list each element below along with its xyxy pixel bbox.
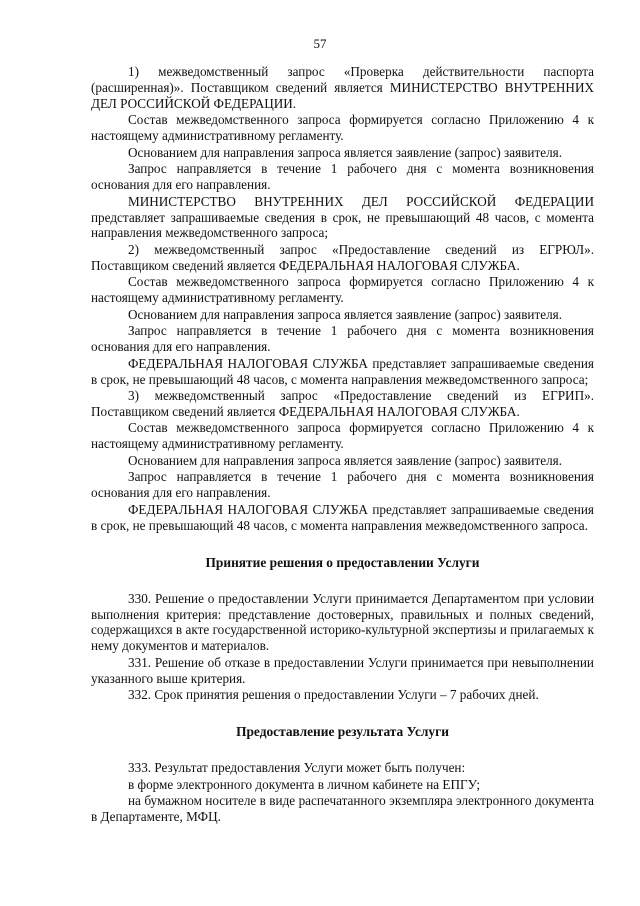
paragraph-response: МИНИСТЕРСТВО ВНУТРЕННИХ ДЕЛ РОССИЙСКОЙ ФЕДЕРАЦИИ представляет запрашиваемые сведения в срок, не превышающий 48 часов, с момента направления межведомственного запроса; — [91, 193, 594, 241]
paragraph-deadline: Запрос направляется в течение 1 рабочего дня с момента возникновения основания для его направления. — [91, 469, 594, 501]
paragraph-response: ФЕДЕРАЛЬНАЯ НАЛОГОВАЯ СЛУЖБА представляет запрашиваемые сведения в срок, не превышающий 48 часов, с момента направления межведомственного запроса; — [91, 355, 594, 387]
paragraph-331: 331. Решение об отказе в предоставлении Услуги принимается при невыполнении указанного выше критерия. — [91, 654, 594, 686]
document-body — [91, 64, 594, 825]
paragraph-request-1: 1) межведомственный запрос «Проверка действительности паспорта (расширенная)». Поставщиком сведений является МИНИСТЕРСТВО ВНУТРЕННИХ ДЕЛ РОССИЙСКОЙ ФЕДЕРАЦИИ. — [91, 64, 594, 111]
paragraph-electronic-form: в форме электронного документа в личном кабинете на ЕПГУ; — [128, 776, 481, 792]
page-number: 57 — [313, 36, 327, 51]
paragraph-basis: Основанием для направления запроса является заявление (запрос) заявителя. — [128, 144, 563, 160]
paragraph-composition: Состав межведомственного запроса формируется согласно Приложению 4 к настоящему административному регламенту. — [91, 420, 594, 452]
paragraph-330: 330. Решение о предоставлении Услуги принимается Департаментом при условии выполнения критерия: представление достоверных, правильных и полных сведений, содержащихся в акте государственной историко-культурной экспертизы и прилагаемых к нему документов и материалов. — [91, 590, 594, 654]
paragraph-composition: Состав межведомственного запроса формируется согласно Приложению 4 к настоящему административному регламенту. — [91, 274, 594, 306]
section-spacer — [91, 703, 594, 724]
paragraph-request-3: 3) межведомственный запрос «Предоставление сведений из ЕГРИП». Поставщиком сведений является ФЕДЕРАЛЬНАЯ НАЛОГОВАЯ СЛУЖБА. — [91, 388, 594, 419]
section-heading-decision: Принятие решения о предоставлении Услуги — [205, 554, 480, 570]
paragraph-basis: Основанием для направления запроса является заявление (запрос) заявителя. — [128, 452, 563, 468]
paragraph-response: ФЕДЕРАЛЬНАЯ НАЛОГОВАЯ СЛУЖБА представляет запрашиваемые сведения в срок, не превышающий 48 часов, с момента направления межведомственного запроса. — [91, 501, 594, 533]
section-spacer — [91, 740, 594, 760]
paragraph-deadline: Запрос направляется в течение 1 рабочего дня с момента возникновения основания для его направления. — [91, 161, 594, 193]
paragraph-request-2: 2) межведомственный запрос «Предоставление сведений из ЕГРЮЛ». Поставщиком сведений является ФЕДЕРАЛЬНАЯ НАЛОГОВАЯ СЛУЖБА. — [91, 241, 594, 273]
section-spacer — [91, 534, 594, 555]
paragraph-deadline: Запрос направляется в течение 1 рабочего дня с момента возникновения основания для его направления. — [91, 323, 594, 355]
paragraph-basis: Основанием для направления запроса является заявление (запрос) заявителя. — [128, 306, 563, 322]
paragraph-333: 333. Результат предоставления Услуги может быть получен: — [128, 760, 466, 776]
section-heading-result: Предоставление результата Услуги — [236, 724, 449, 740]
paragraph-composition: Состав межведомственного запроса формируется согласно Приложению 4 к настоящему административному регламенту. — [91, 112, 594, 144]
paragraph-paper-form: на бумажном носителе в виде распечатанного экземпляра электронного документа в Департаменте, МФЦ. — [91, 793, 594, 825]
section-spacer — [91, 571, 594, 591]
paragraph-332: 332. Срок принятия решения о предоставлении Услуги – 7 рабочих дней. — [128, 687, 539, 703]
